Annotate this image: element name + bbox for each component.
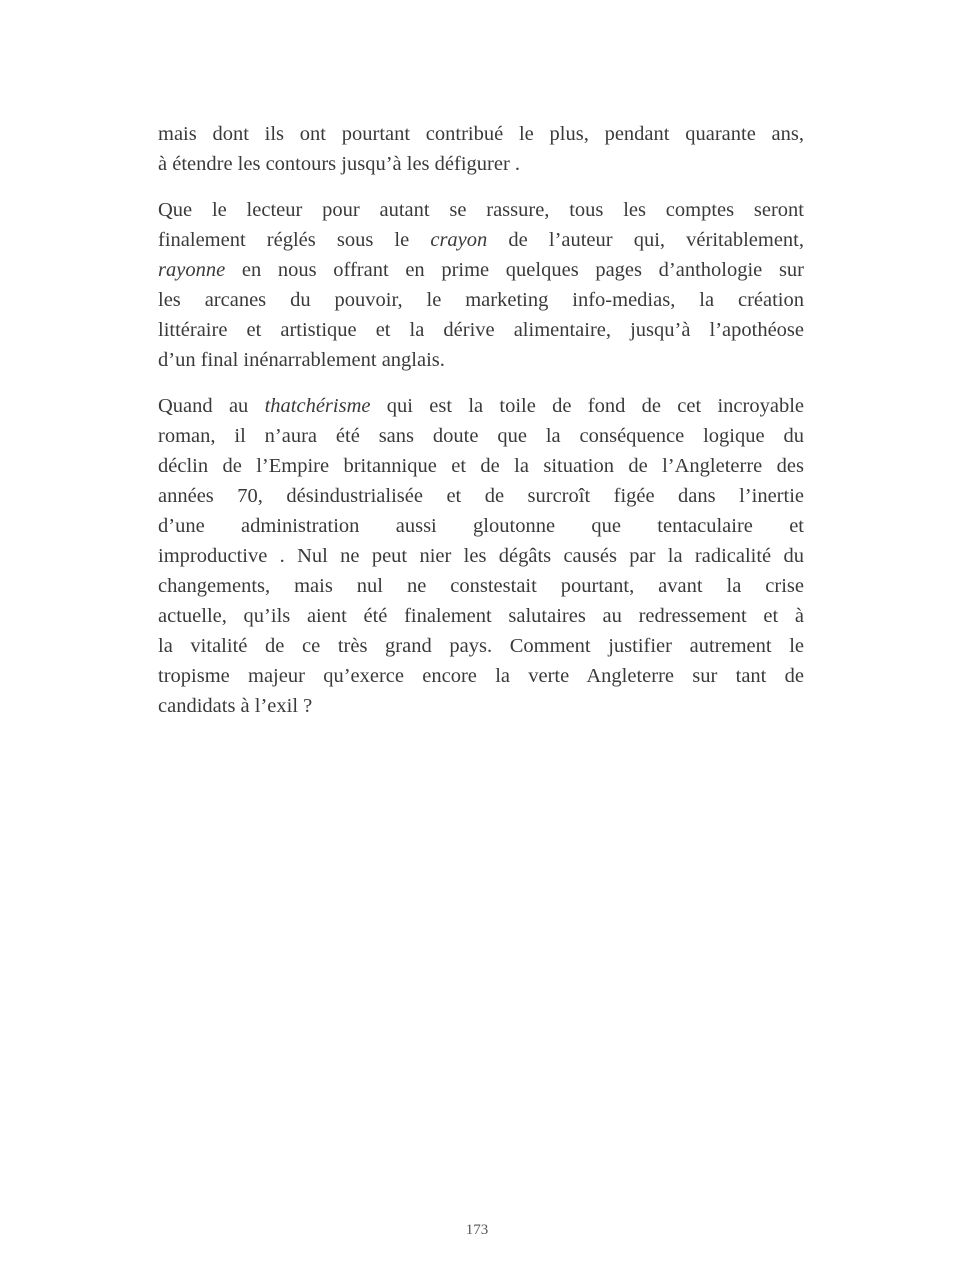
italic-text: thatchérisme [264, 395, 371, 417]
text-line [158, 119, 804, 149]
text-segment: à étendre les contours jusqu’à les défigurer . [158, 153, 521, 175]
paragraph [158, 391, 804, 721]
page-number: 173 [465, 1222, 489, 1238]
text-segment: littéraire et artistique et la dérive alimentaire, jusqu’à l’apothéose [158, 319, 804, 341]
text-line [158, 541, 804, 571]
text-segment: roman, il n’aura été sans doute que la conséquence logique du [158, 425, 804, 447]
text-segment: années 70, désindustrialisée et de surcroît figée dans l’inertie [158, 485, 804, 507]
paragraph [158, 119, 804, 179]
text-segment: en nous offrant en prime quelques pages d’anthologie sur [225, 259, 804, 281]
text-line [158, 315, 804, 345]
text-segment: les arcanes du pouvoir, le marketing info-medias, la création [158, 289, 804, 311]
text-segment: mais dont ils ont pourtant contribué le plus, pendant quarante ans, [158, 123, 804, 145]
text-line [158, 149, 804, 179]
text-segment: changements, mais nul ne constestait pourtant, avant la crise [158, 575, 804, 597]
italic-text: crayon [430, 229, 488, 251]
text-segment: la vitalité de ce très grand pays. Comment justifier autrement le [158, 635, 804, 657]
text-segment: actuelle, qu’ils aient été finalement salutaires au redressement et à [158, 605, 804, 627]
text-segment: d’une administration aussi gloutonne que tentaculaire et [158, 515, 804, 537]
text-line [158, 691, 804, 721]
italic-text: rayonne [158, 259, 226, 281]
text-line [158, 195, 804, 225]
text-segment: candidats à l’exil ? [158, 695, 313, 717]
text-line [158, 601, 804, 631]
paragraph [158, 195, 804, 375]
text-line [158, 255, 804, 285]
text-segment: finalement réglés sous le [158, 229, 431, 251]
text-line [158, 421, 804, 451]
page-body [158, 119, 804, 737]
text-segment: Quand au [158, 395, 265, 417]
text-line [158, 511, 804, 541]
text-line [158, 451, 804, 481]
text-segment: qui est la toile de fond de cet incroyable [370, 395, 804, 417]
text-segment: improductive . Nul ne peut nier les dégâts causés par la radicalité du [158, 545, 804, 567]
text-line [158, 631, 804, 661]
text-line [158, 225, 804, 255]
text-line [158, 481, 804, 511]
text-segment: déclin de l’Empire britannique et de la situation de l’Angleterre des [158, 455, 804, 477]
text-segment: tropisme majeur qu’exerce encore la verte Angleterre sur tant de [158, 665, 804, 687]
text-segment: Que le lecteur pour autant se rassure, tous les comptes seront [158, 199, 804, 221]
text-segment: de l’auteur qui, véritablement, [487, 229, 804, 251]
text-line [158, 391, 804, 421]
text-segment: d’un final inénarrablement anglais. [158, 349, 445, 371]
text-line [158, 661, 804, 691]
text-line [158, 285, 804, 315]
text-line [158, 571, 804, 601]
text-line [158, 345, 804, 375]
